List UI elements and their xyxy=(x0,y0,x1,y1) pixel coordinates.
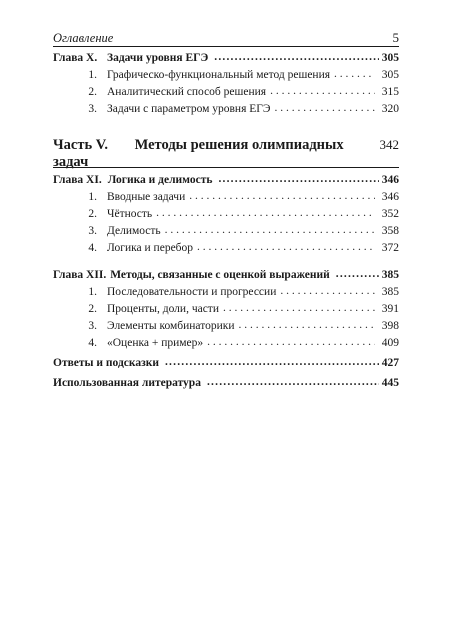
dot-leader xyxy=(218,173,379,185)
table-of-contents xyxy=(53,52,399,394)
section-number: 4. xyxy=(88,242,97,254)
section-title: Логика и перебор xyxy=(107,242,194,254)
answers-title: Ответы и подсказки xyxy=(53,357,159,369)
running-header xyxy=(53,30,399,46)
section-title: Графическо-функциональный метод решения xyxy=(107,69,331,81)
chapter-label: Глава XI. xyxy=(53,174,102,186)
section-page: 372 xyxy=(381,242,399,254)
toc-section[interactable] xyxy=(53,69,399,86)
toc-chapter-10[interactable] xyxy=(53,52,399,69)
running-title: Оглавление xyxy=(53,31,114,45)
section-number: 2. xyxy=(88,86,97,98)
chapter-page: 385 xyxy=(381,269,399,281)
dot-leader xyxy=(207,336,375,348)
chapter-label: Глава X. xyxy=(53,52,98,64)
references-title: Использованная литература xyxy=(53,377,201,389)
section-number: 1. xyxy=(88,69,97,81)
toc-section[interactable] xyxy=(53,320,399,337)
dot-leader xyxy=(336,268,379,280)
section-number: 3. xyxy=(88,225,97,237)
section-page: 315 xyxy=(381,86,399,98)
section-number: 2. xyxy=(88,208,97,220)
dot-leader xyxy=(280,285,375,297)
chapter-page: 305 xyxy=(381,52,399,64)
chapter-title: Задачи уровня ЕГЭ xyxy=(107,52,209,64)
toc-answers[interactable] xyxy=(53,357,399,374)
section-page: 385 xyxy=(381,286,399,298)
section-number: 3. xyxy=(88,320,97,332)
section-page: 352 xyxy=(381,208,399,220)
section-number: 3. xyxy=(88,103,97,115)
section-page: 305 xyxy=(381,69,399,81)
toc-section[interactable] xyxy=(53,191,399,208)
section-title: Аналитический способ решения xyxy=(107,86,267,98)
section-title: Делимость xyxy=(107,225,161,237)
page-number: 5 xyxy=(392,30,399,45)
dot-leader xyxy=(275,102,375,114)
section-page: 409 xyxy=(381,337,399,349)
section-page: 358 xyxy=(381,225,399,237)
section-number: 2. xyxy=(88,303,97,315)
references-page: 445 xyxy=(381,377,399,389)
dot-leader xyxy=(214,51,379,63)
chapter-title: Методы, связанные с оценкой выражений xyxy=(110,269,330,281)
dot-leader xyxy=(156,207,375,219)
toc-section[interactable] xyxy=(53,242,399,259)
part-label: Часть V. xyxy=(53,137,108,153)
toc-section[interactable] xyxy=(53,86,399,103)
chapter-title: Логика и делимость xyxy=(107,174,213,186)
toc-chapter-12[interactable] xyxy=(53,269,399,286)
dot-leader xyxy=(189,190,375,202)
toc-section[interactable] xyxy=(53,286,399,303)
dot-leader xyxy=(197,241,375,253)
section-title: Задачи с параметром уровня ЕГЭ xyxy=(107,103,271,115)
section-page: 398 xyxy=(381,320,399,332)
toc-chapter-11[interactable] xyxy=(53,174,399,191)
chapter-page: 346 xyxy=(381,174,399,186)
toc-section[interactable] xyxy=(53,208,399,225)
section-page: 320 xyxy=(381,103,399,115)
dot-leader xyxy=(207,376,379,388)
dot-leader xyxy=(270,85,375,97)
toc-section[interactable] xyxy=(53,303,399,320)
section-page: 346 xyxy=(381,191,399,203)
header-rule xyxy=(53,46,399,47)
part-page: 342 xyxy=(379,137,399,152)
toc-references[interactable] xyxy=(53,377,399,394)
section-title: Элементы комбинаторики xyxy=(107,320,235,332)
section-title: Вводные задачи xyxy=(107,191,186,203)
dot-leader xyxy=(223,302,375,314)
toc-part-5[interactable] xyxy=(53,137,399,170)
section-title: «Оценка + пример» xyxy=(107,337,204,349)
dot-leader xyxy=(165,224,375,236)
dot-leader xyxy=(165,356,379,368)
toc-section[interactable] xyxy=(53,103,399,120)
part-title: Методы решения олимпиадных задач xyxy=(53,137,344,170)
section-page: 391 xyxy=(381,303,399,315)
answers-page: 427 xyxy=(381,357,399,369)
dot-leader xyxy=(334,68,375,80)
chapter-label: Глава XII. xyxy=(53,269,107,281)
section-title: Проценты, доли, части xyxy=(107,303,219,315)
section-title: Последовательности и прогрессии xyxy=(107,286,277,298)
section-number: 4. xyxy=(88,337,97,349)
toc-section[interactable] xyxy=(53,337,399,354)
dot-leader xyxy=(239,319,376,331)
section-number: 1. xyxy=(88,191,97,203)
section-title: Чётность xyxy=(107,208,153,220)
toc-section[interactable] xyxy=(53,225,399,242)
section-number: 1. xyxy=(88,286,97,298)
